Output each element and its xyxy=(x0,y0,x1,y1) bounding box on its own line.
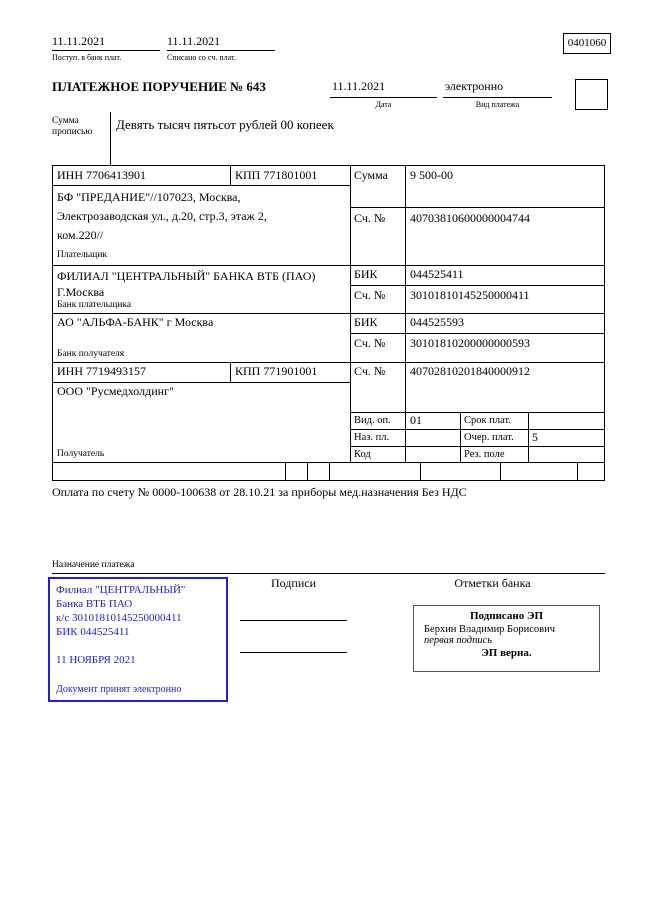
payment-kind-label: Вид платежа xyxy=(475,100,520,109)
esignature-title: Подписано ЭП xyxy=(469,610,544,622)
beneficiary-bank-label: Банк получателя xyxy=(57,349,125,359)
bank-marks-label: Отметки банка xyxy=(454,576,531,590)
bank-stamp xyxy=(48,577,228,702)
stamp-note: Документ принят электронно xyxy=(56,684,182,695)
payer-bank-account-label: Сч. № xyxy=(354,288,386,302)
beneficiary-bank-account: 30101810200000000593 xyxy=(410,336,530,350)
date-debited-label: Списано со сч. плат. xyxy=(167,53,236,62)
payer-bank-name: ФИЛИАЛ "ЦЕНТРАЛЬНЫЙ" БАНКА ВТБ (ПАО) Г.Москва xyxy=(57,269,316,299)
beneficiary-bank-name: АО "АЛЬФА-БАНК" г Москва xyxy=(57,315,214,329)
date-received: 11.11.2021 xyxy=(52,34,106,48)
beneficiary-kpp: КПП 771901001 xyxy=(235,364,318,378)
esignature-status: ЭП верна. xyxy=(481,647,532,659)
document-date: 11.11.2021 xyxy=(332,79,386,93)
date-received-label: Поступ. в банк плат. xyxy=(52,53,122,62)
amount-in-words-value: Девять тысяч пятьсот рублей 00 копеек xyxy=(116,117,334,132)
beneficiary-bank-account-label: Сч. № xyxy=(354,336,386,350)
pay-order-label: Очер. плат. xyxy=(464,432,514,443)
payer-bank-label: Банк плательщика xyxy=(57,300,132,310)
document-title: ПЛАТЕЖНОЕ ПОРУЧЕНИЕ № 643 xyxy=(52,79,266,94)
amount-value: 9 500-00 xyxy=(410,168,453,182)
pay-term-label: Срок плат. xyxy=(464,415,511,426)
beneficiary-bank-bik: 044525593 xyxy=(410,315,464,329)
beneficiary-name: ООО "Русмедхолдинг" xyxy=(57,384,174,398)
beneficiary-inn: ИНН 7719493157 xyxy=(57,364,146,378)
purpose-label: Назначение платежа xyxy=(52,560,135,570)
esignature-role: первая подпись xyxy=(424,635,493,646)
payer-kpp: КПП 771801001 xyxy=(235,168,318,182)
stamp-corr-account: к/с 30101810145250000411 xyxy=(56,612,182,624)
beneficiary-label: Получатель xyxy=(57,449,105,459)
amount-label: Сумма xyxy=(354,168,388,182)
payer-label: Плательщик xyxy=(57,250,108,260)
stamp-date: 11 НОЯБРЯ 2021 xyxy=(56,654,136,666)
pay-purpose-code-label: Наз. пл. xyxy=(354,432,390,443)
signatures-label: Подписи xyxy=(270,576,317,590)
payer-name: БФ "ПРЕДАНИЕ"//107023, Москва, Электрозаводская ул., д.20, стр.3, этаж 2, ком.220// xyxy=(57,190,267,242)
pay-order-value: 5 xyxy=(532,430,538,444)
code-label: Код xyxy=(354,449,371,460)
esignature-stamp xyxy=(413,605,600,672)
payer-bank-account: 30101810145250000411 xyxy=(410,288,530,302)
payer-bank-bik: 044525411 xyxy=(410,267,464,281)
amount-in-words-label: Сумма прописью xyxy=(52,116,93,137)
beneficiary-account-label: Сч. № xyxy=(354,364,386,378)
op-type-value: 01 xyxy=(410,413,422,427)
payer-inn: ИНН 7706413901 xyxy=(57,168,146,182)
payer-bank-bik-label: БИК xyxy=(354,267,378,281)
beneficiary-bank-bik-label: БИК xyxy=(354,315,378,329)
payer-account-label: Сч. № xyxy=(354,211,386,225)
form-code-box: 0401060 xyxy=(563,33,611,54)
date-debited: 11.11.2021 xyxy=(167,34,221,48)
payer-account: 40703810600000004744 xyxy=(410,211,530,225)
purpose-text: Оплата по счету № 0000-100638 от 28.10.21 за приборы мед.назначения Без НДС xyxy=(52,485,467,499)
esignature-person: Берхин Владимир Борисович xyxy=(424,624,555,635)
payment-kind-box xyxy=(575,79,608,110)
payment-kind: электронно xyxy=(445,79,504,93)
stamp-bik: БИК 044525411 xyxy=(56,626,130,638)
beneficiary-account: 40702810201840000912 xyxy=(410,364,530,378)
document-date-label: Дата xyxy=(375,100,392,109)
reserve-field-label: Рез. поле xyxy=(464,449,505,460)
stamp-bank-name: Филиал "ЦЕНТРАЛЬНЫЙ" Банка ВТБ ПАО xyxy=(56,584,186,610)
op-type-label: Вид. оп. xyxy=(354,415,391,426)
